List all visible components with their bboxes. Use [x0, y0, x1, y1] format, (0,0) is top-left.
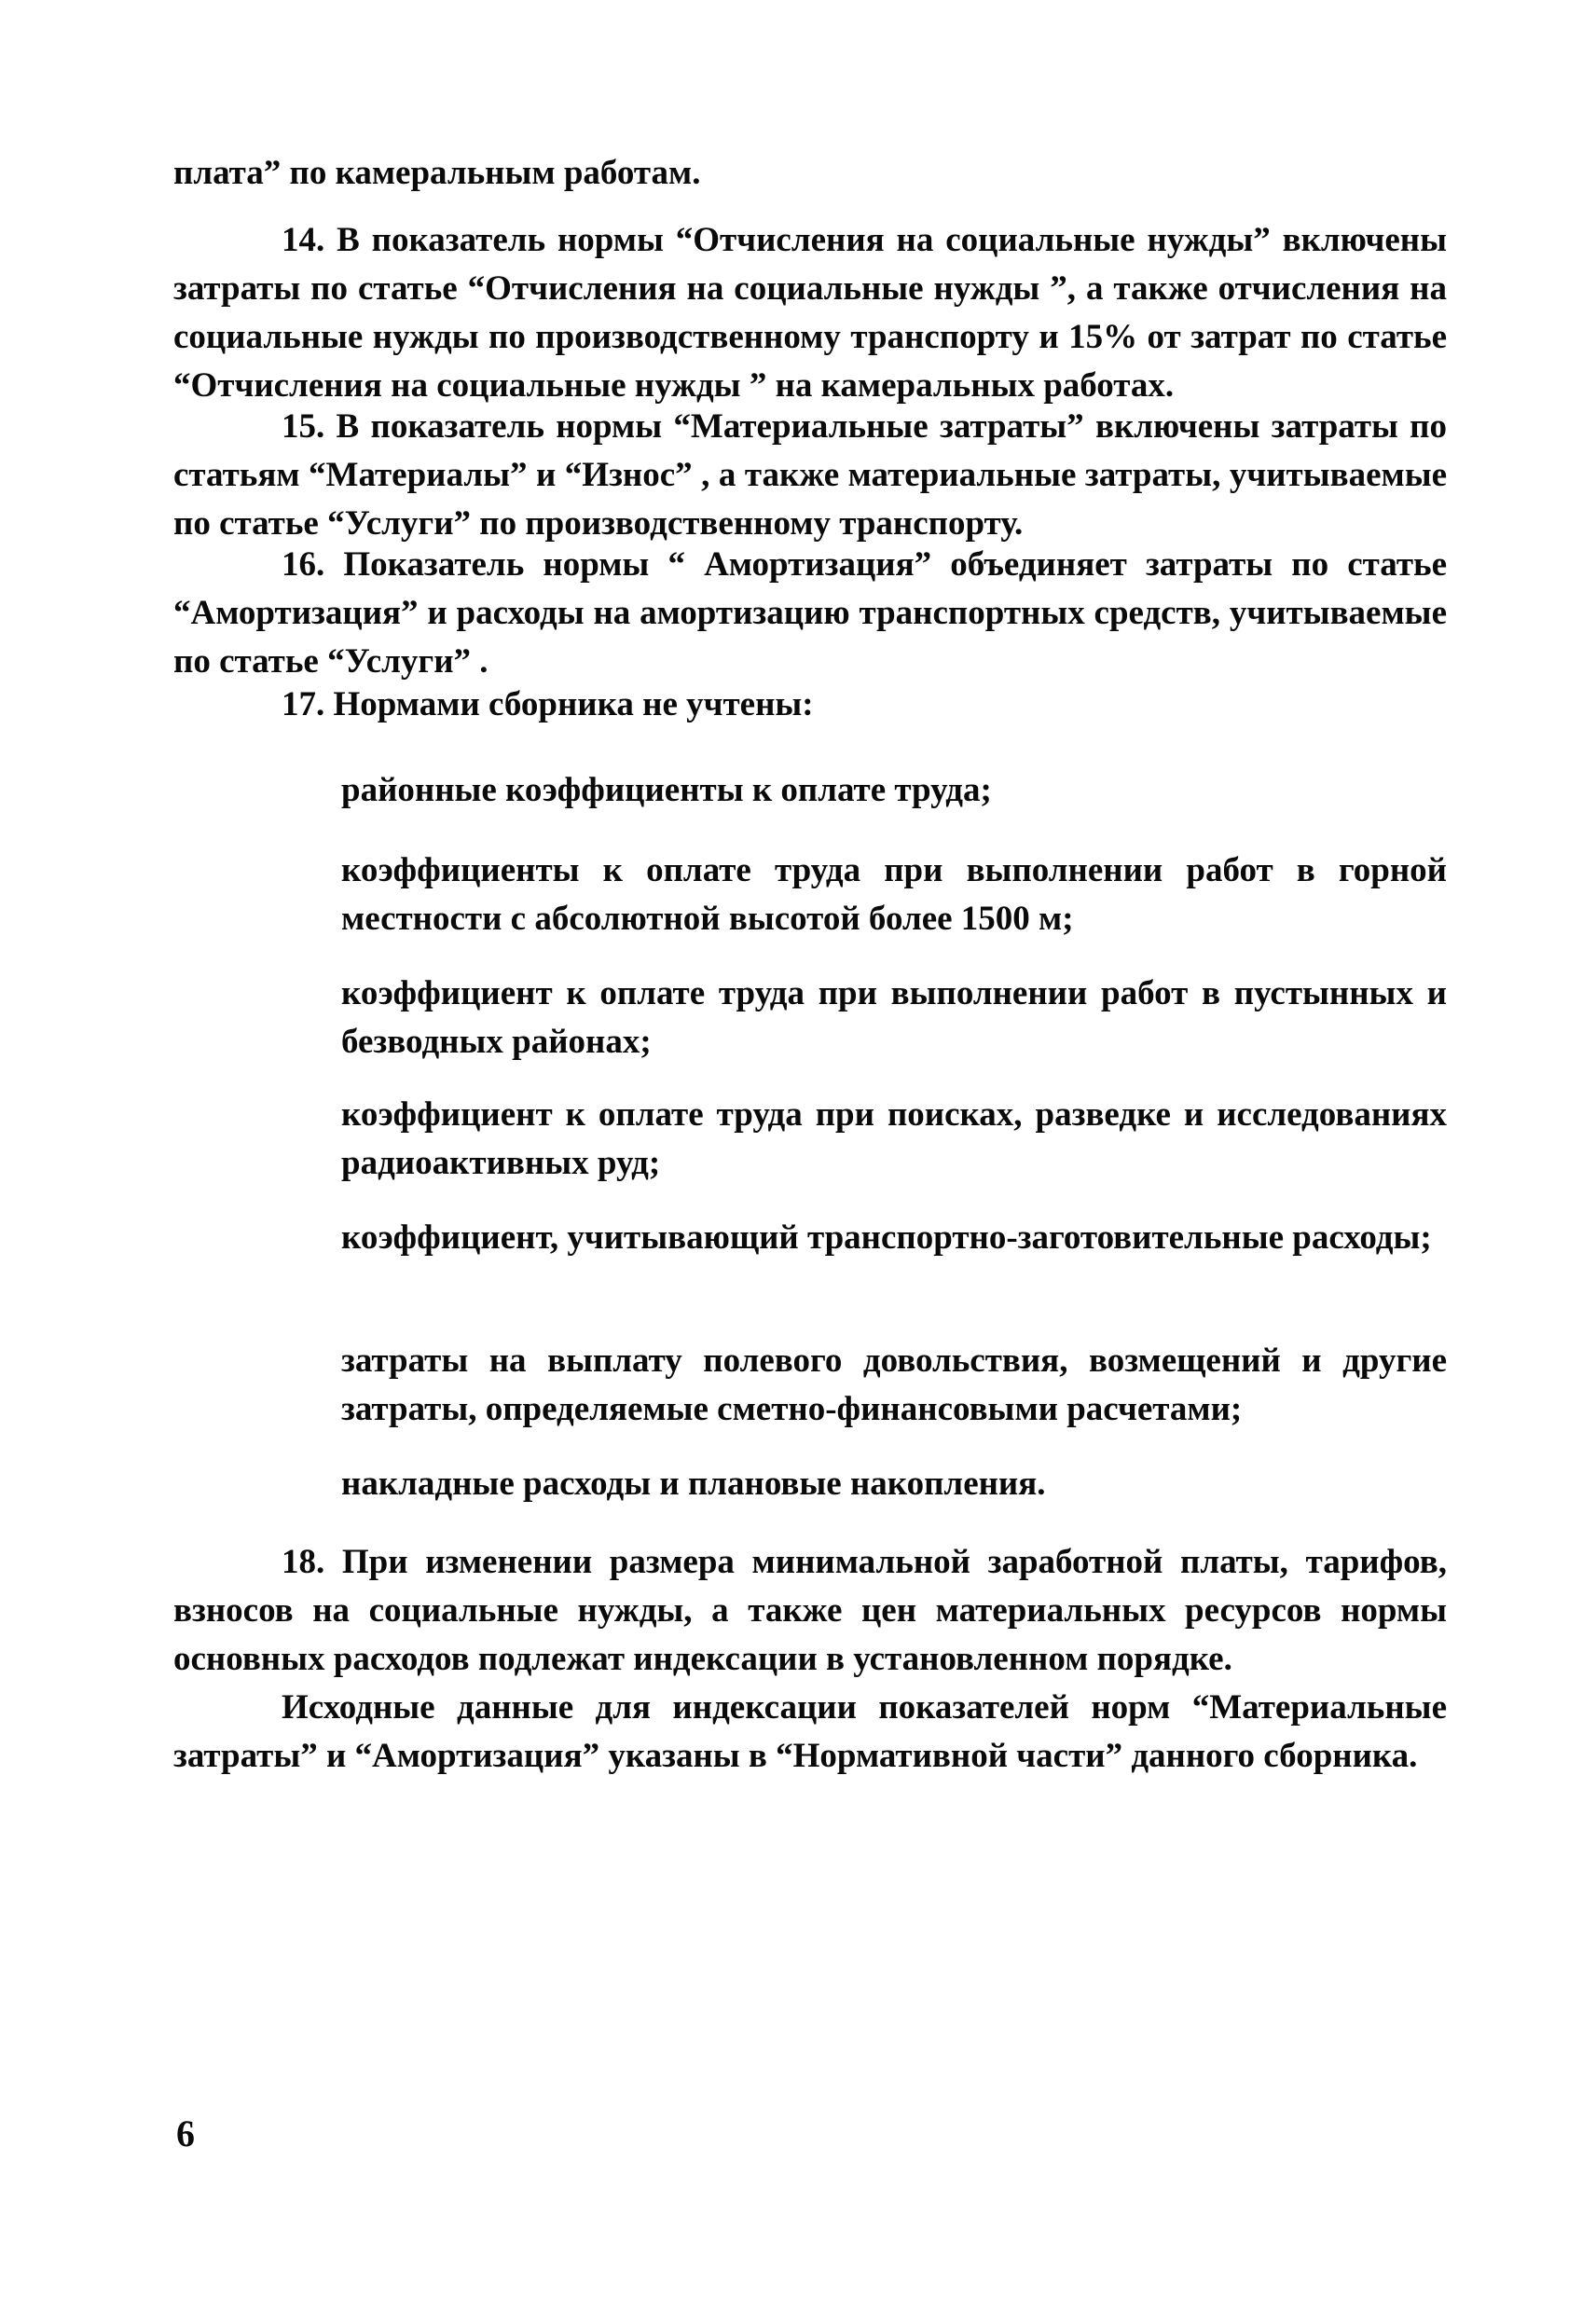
- page-number: 6: [176, 2112, 195, 2154]
- exclusion-item-1: районные коэффициенты к оплате труда;: [341, 771, 992, 809]
- exclusion-item-7: накладные расходы и плановые накопления.: [341, 1465, 1046, 1503]
- paragraph-16: 16. Показатель нормы “ Амортизация” объединяет затраты по статье “Амортизация” и расходы на амортизацию транспортных средств, учитываемые по статье “Услуги” .: [173, 545, 1447, 681]
- paragraph-14: 14. В показатель нормы “Отчисления на социальные нужды” включены затраты по статье “Отчисления на социальные нужды ”, а также отчисления на социальные нужды по производственному транспорту и 15% от затрат по статье “Отчисления на социальные нужды ” на камеральных работах.: [173, 221, 1447, 405]
- exclusion-item-6: затраты на выплату полевого довольствия, возмещений и другие затраты, определяемые сметно-финансовыми расчетами;: [341, 1342, 1447, 1428]
- exclusion-item-2: коэффициенты к оплате труда при выполнении работ в горной местности с абсолютной высотой более 1500 м;: [341, 851, 1447, 938]
- exclusion-item-5: коэффициент, учитывающий транспортно-заготовительные расходы;: [341, 1218, 1432, 1257]
- exclusion-item-3: коэффициент к оплате труда при выполнении работ в пустынных и безводных районах;: [341, 974, 1447, 1061]
- paragraph-18: 18. При изменении размера минимальной заработной платы, тарифов, взносов на социальные нужды, а также цен материальных ресурсов нормы основных расходов подлежат индексации в установленном порядке.: [173, 1543, 1447, 1678]
- paragraph-17: 17. Нормами сборника не учтены:: [282, 685, 814, 723]
- exclusion-item-4: коэффициент к оплате труда при поисках, разведке и исследованиях радиоактивных руд;: [341, 1095, 1447, 1182]
- paragraph-15: 15. В показатель нормы “Материальные затраты” включены затраты по статьям “Материалы” и “Износ” , а также материальные затраты, учитываемые по статье “Услуги” по производственному транспорту.: [173, 407, 1447, 543]
- paragraph-continuation: плата” по камеральным работам.: [173, 154, 701, 192]
- paragraph-19: Исходные данные для индексации показателей норм “Материальные затраты” и “Амортизация” указаны в “Нормативной части” данного сборника.: [173, 1688, 1447, 1775]
